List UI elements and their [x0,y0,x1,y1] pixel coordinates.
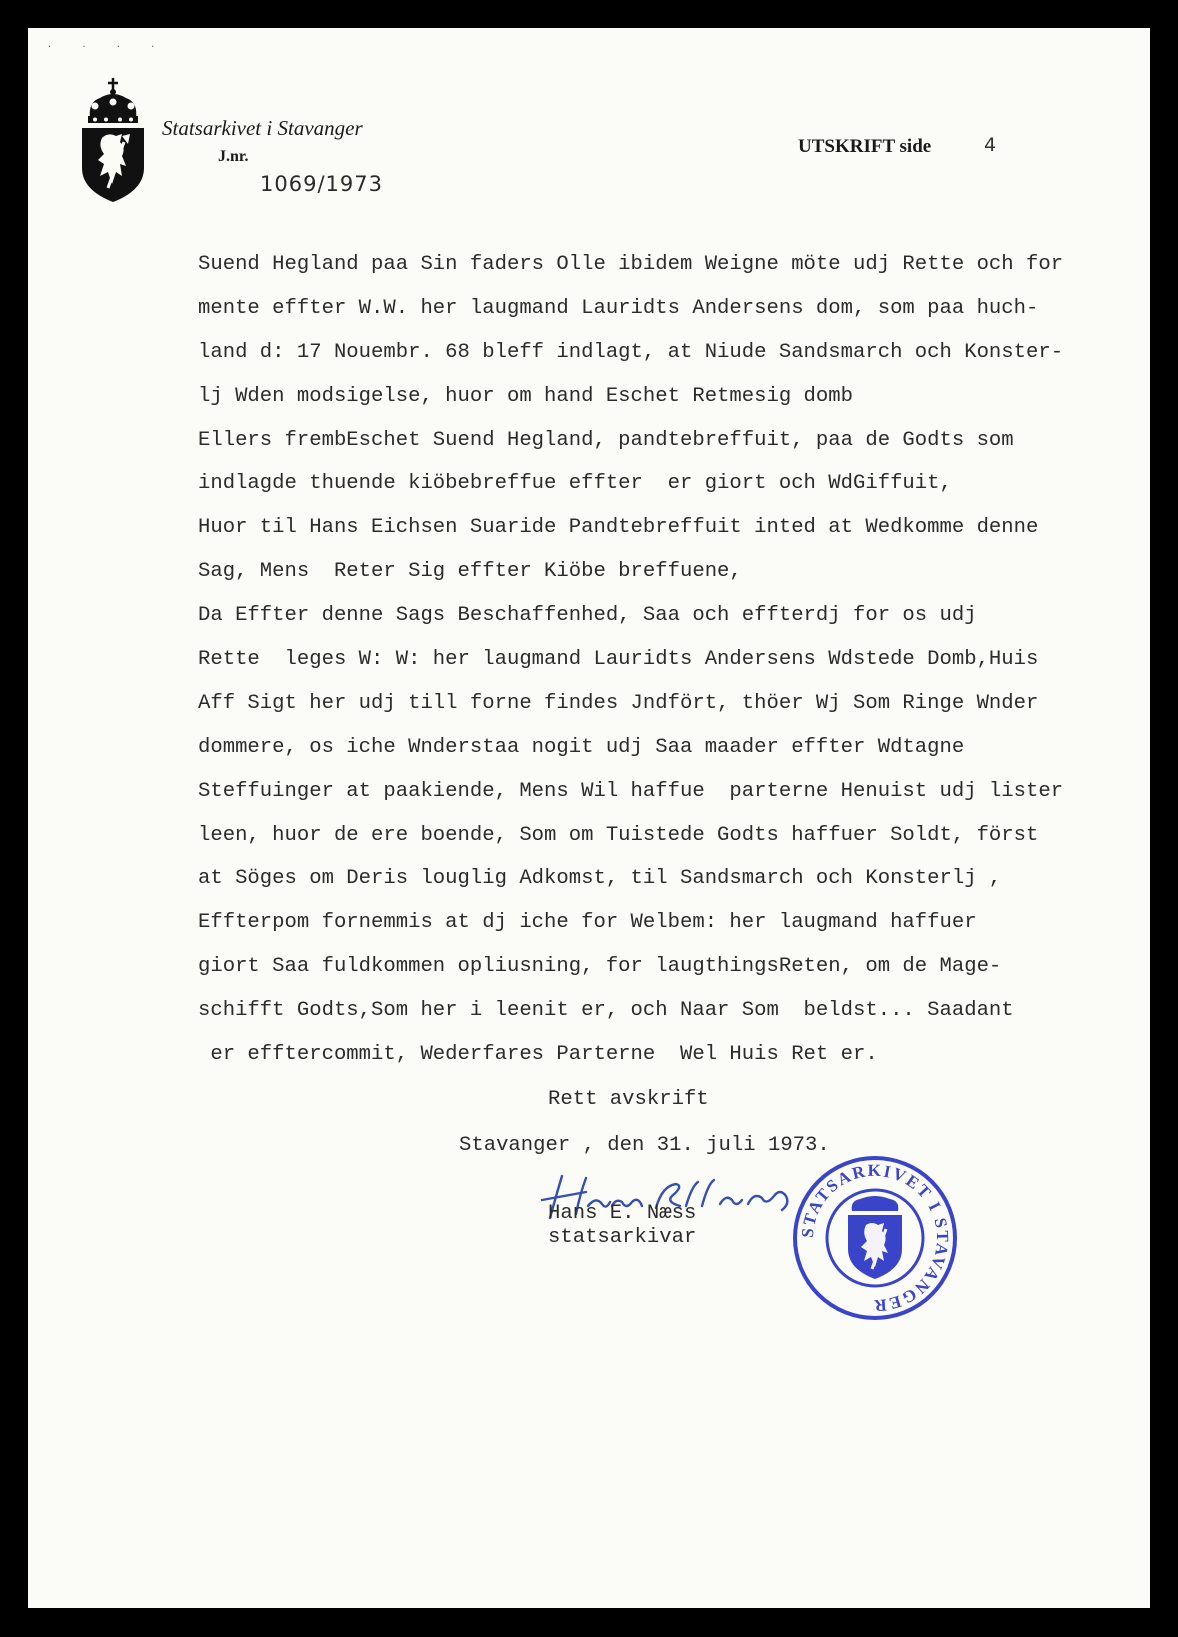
journal-number-label: J.nr. [218,148,249,165]
body-line: lj Wden modsigelse, huor om hand Eschet Retmesig domb [198,384,853,408]
body-line: Sag, Mens Reter Sig effter Kiöbe breffuene, [198,560,742,584]
body-line: Huor til Hans Eichsen Suaride Pandtebreffuit inted at Wedkomme denne [198,516,1039,540]
body-line: giort Saa fuldkommen opliusning, for laugthingsReten, om de Mage- [198,955,1002,979]
body-line: dommere, os iche Wnderstaa nogit udj Saa maader effter Wdtagne [198,735,965,759]
body-line: leen, huor de ere boende, Som om Tuistede Godts haffuer Soldt, först [198,823,1039,847]
body-line: Rette leges W: W: her laugmand Lauridts Andersens Wdstede Domb,Huis [198,648,1039,672]
archive-name: Statsarkivet i Stavanger [162,116,363,140]
paper-specks: · · · · [48,42,169,53]
body-line: schifft Godts,Som her i leenit er, och Naar Som beldst... Saadant [198,999,1014,1023]
journal-number-value: 1069/1973 [260,172,383,196]
body-line: Effterpom fornemmis at dj iche for Welbem: her laugmand haffuer [198,911,977,935]
signer-name: Hans E. Næss [548,1202,697,1225]
transcript-page-label: UTSKRIFT side [798,136,932,157]
body-line: land d: 17 Nouembr. 68 bleff indlagt, at Niude Sandsmarch och Konster- [198,340,1064,364]
seal-ring-text: STATSARKIVET I STAVANGER [797,1160,953,1316]
body-line: Aff Sigt her udj till forne findes Jndfört, thöer Wj Som Ringe Wnder [198,691,1039,715]
document-page [28,28,1150,1608]
body-line: indlagde thuende kiöbebreffue effter er giort och WdGiffuit, [198,472,952,496]
signer-title: statsarkivar [548,1226,697,1249]
attestation-line: Rett avskrift [548,1088,709,1111]
signer-block [548,1202,696,1250]
body-line: mente effter W.W. her laugmand Lauridts Andersens dom, som paa huch- [198,296,1039,320]
body-line: at Söges om Deris louglig Adkomst, til Sandsmarch och Konsterlj , [198,867,1002,891]
body-line: Suend Hegland paa Sin faders Olle ibidem Weigne möte udj Rette och for [198,253,1064,276]
place-date-line: Stavanger , den 31. juli 1973. [459,1134,830,1157]
body-line: Steffuinger at paakiende, Mens Wil haffue parterne Henuist udj lister [198,779,1064,803]
body-line: Da Effter denne Sags Beschaffenhed, Saa och effterdj for os udj [198,604,977,628]
archive-stamp-seal [790,1153,960,1323]
transcript-body [198,243,1138,1077]
page-number: 4 [984,134,997,156]
norwegian-coat-of-arms-icon [78,76,148,204]
body-line: er efftercommit, Wederfares Parterne Wel Huis Ret er. [198,1043,878,1067]
body-line: Ellers frembEschet Suend Hegland, pandtebreffuit, paa de Godts som [198,428,1014,452]
